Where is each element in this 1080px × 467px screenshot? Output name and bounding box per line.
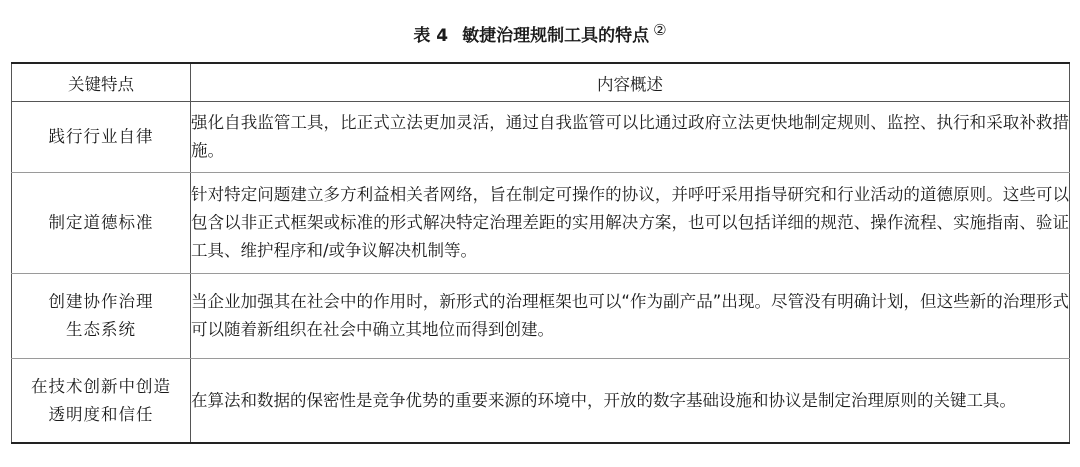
table-number: 表 4	[413, 26, 449, 46]
feature-text: 制定道德标准	[48, 213, 154, 232]
description-cell: 在算法和数据的保密性是竞争优势的重要来源的环境中，开放的数字基础设施和协议是制定治理原则的关键工具。	[191, 359, 1070, 444]
description-cell: 强化自我监管工具，比正式立法更加灵活，通过自我监管可以比通过政府立法更快地制定规则、监控、执行和采取补救措施。	[191, 102, 1070, 173]
table-row	[12, 359, 1070, 444]
table-row	[12, 274, 1070, 359]
column-header-summary: 内容概述	[191, 63, 1070, 102]
feature-text: 践行行业自律	[48, 127, 154, 146]
feature-cell	[12, 274, 191, 359]
table-header-row	[12, 63, 1070, 102]
table-title: 敏捷治理规制工具的特点	[462, 26, 650, 46]
feature-cell	[12, 102, 191, 173]
feature-cell	[12, 173, 191, 274]
column-header-feature: 关键特点	[12, 63, 191, 102]
feature-text: 创建协作治理生态系统	[48, 292, 154, 339]
characteristics-table	[11, 62, 1070, 444]
table-row	[12, 173, 1070, 274]
footnote-mark: ②	[653, 21, 667, 39]
feature-text: 在技术创新中创造透明度和信任	[31, 376, 171, 424]
table-row	[12, 102, 1070, 173]
feature-cell	[12, 359, 191, 444]
description-cell: 当企业加强其在社会中的作用时，新形式的治理框架也可以“作为副产品”出现。尽管没有明确计划，但这些新的治理形式可以随着新组织在社会中确立其地位而得到创建。	[191, 274, 1070, 359]
description-cell: 针对特定问题建立多方利益相关者网络，旨在制定可操作的协议，并呼吁采用指导研究和行业活动的道德原则。这些可以包含以非正式框架或标准的形式解决特定治理差距的实用解决方案，也可以包括详细的规范、操作流程、实施指南、验证工具、维护程序和/或争议解决机制等。	[191, 173, 1070, 274]
table-caption	[0, 18, 1080, 48]
